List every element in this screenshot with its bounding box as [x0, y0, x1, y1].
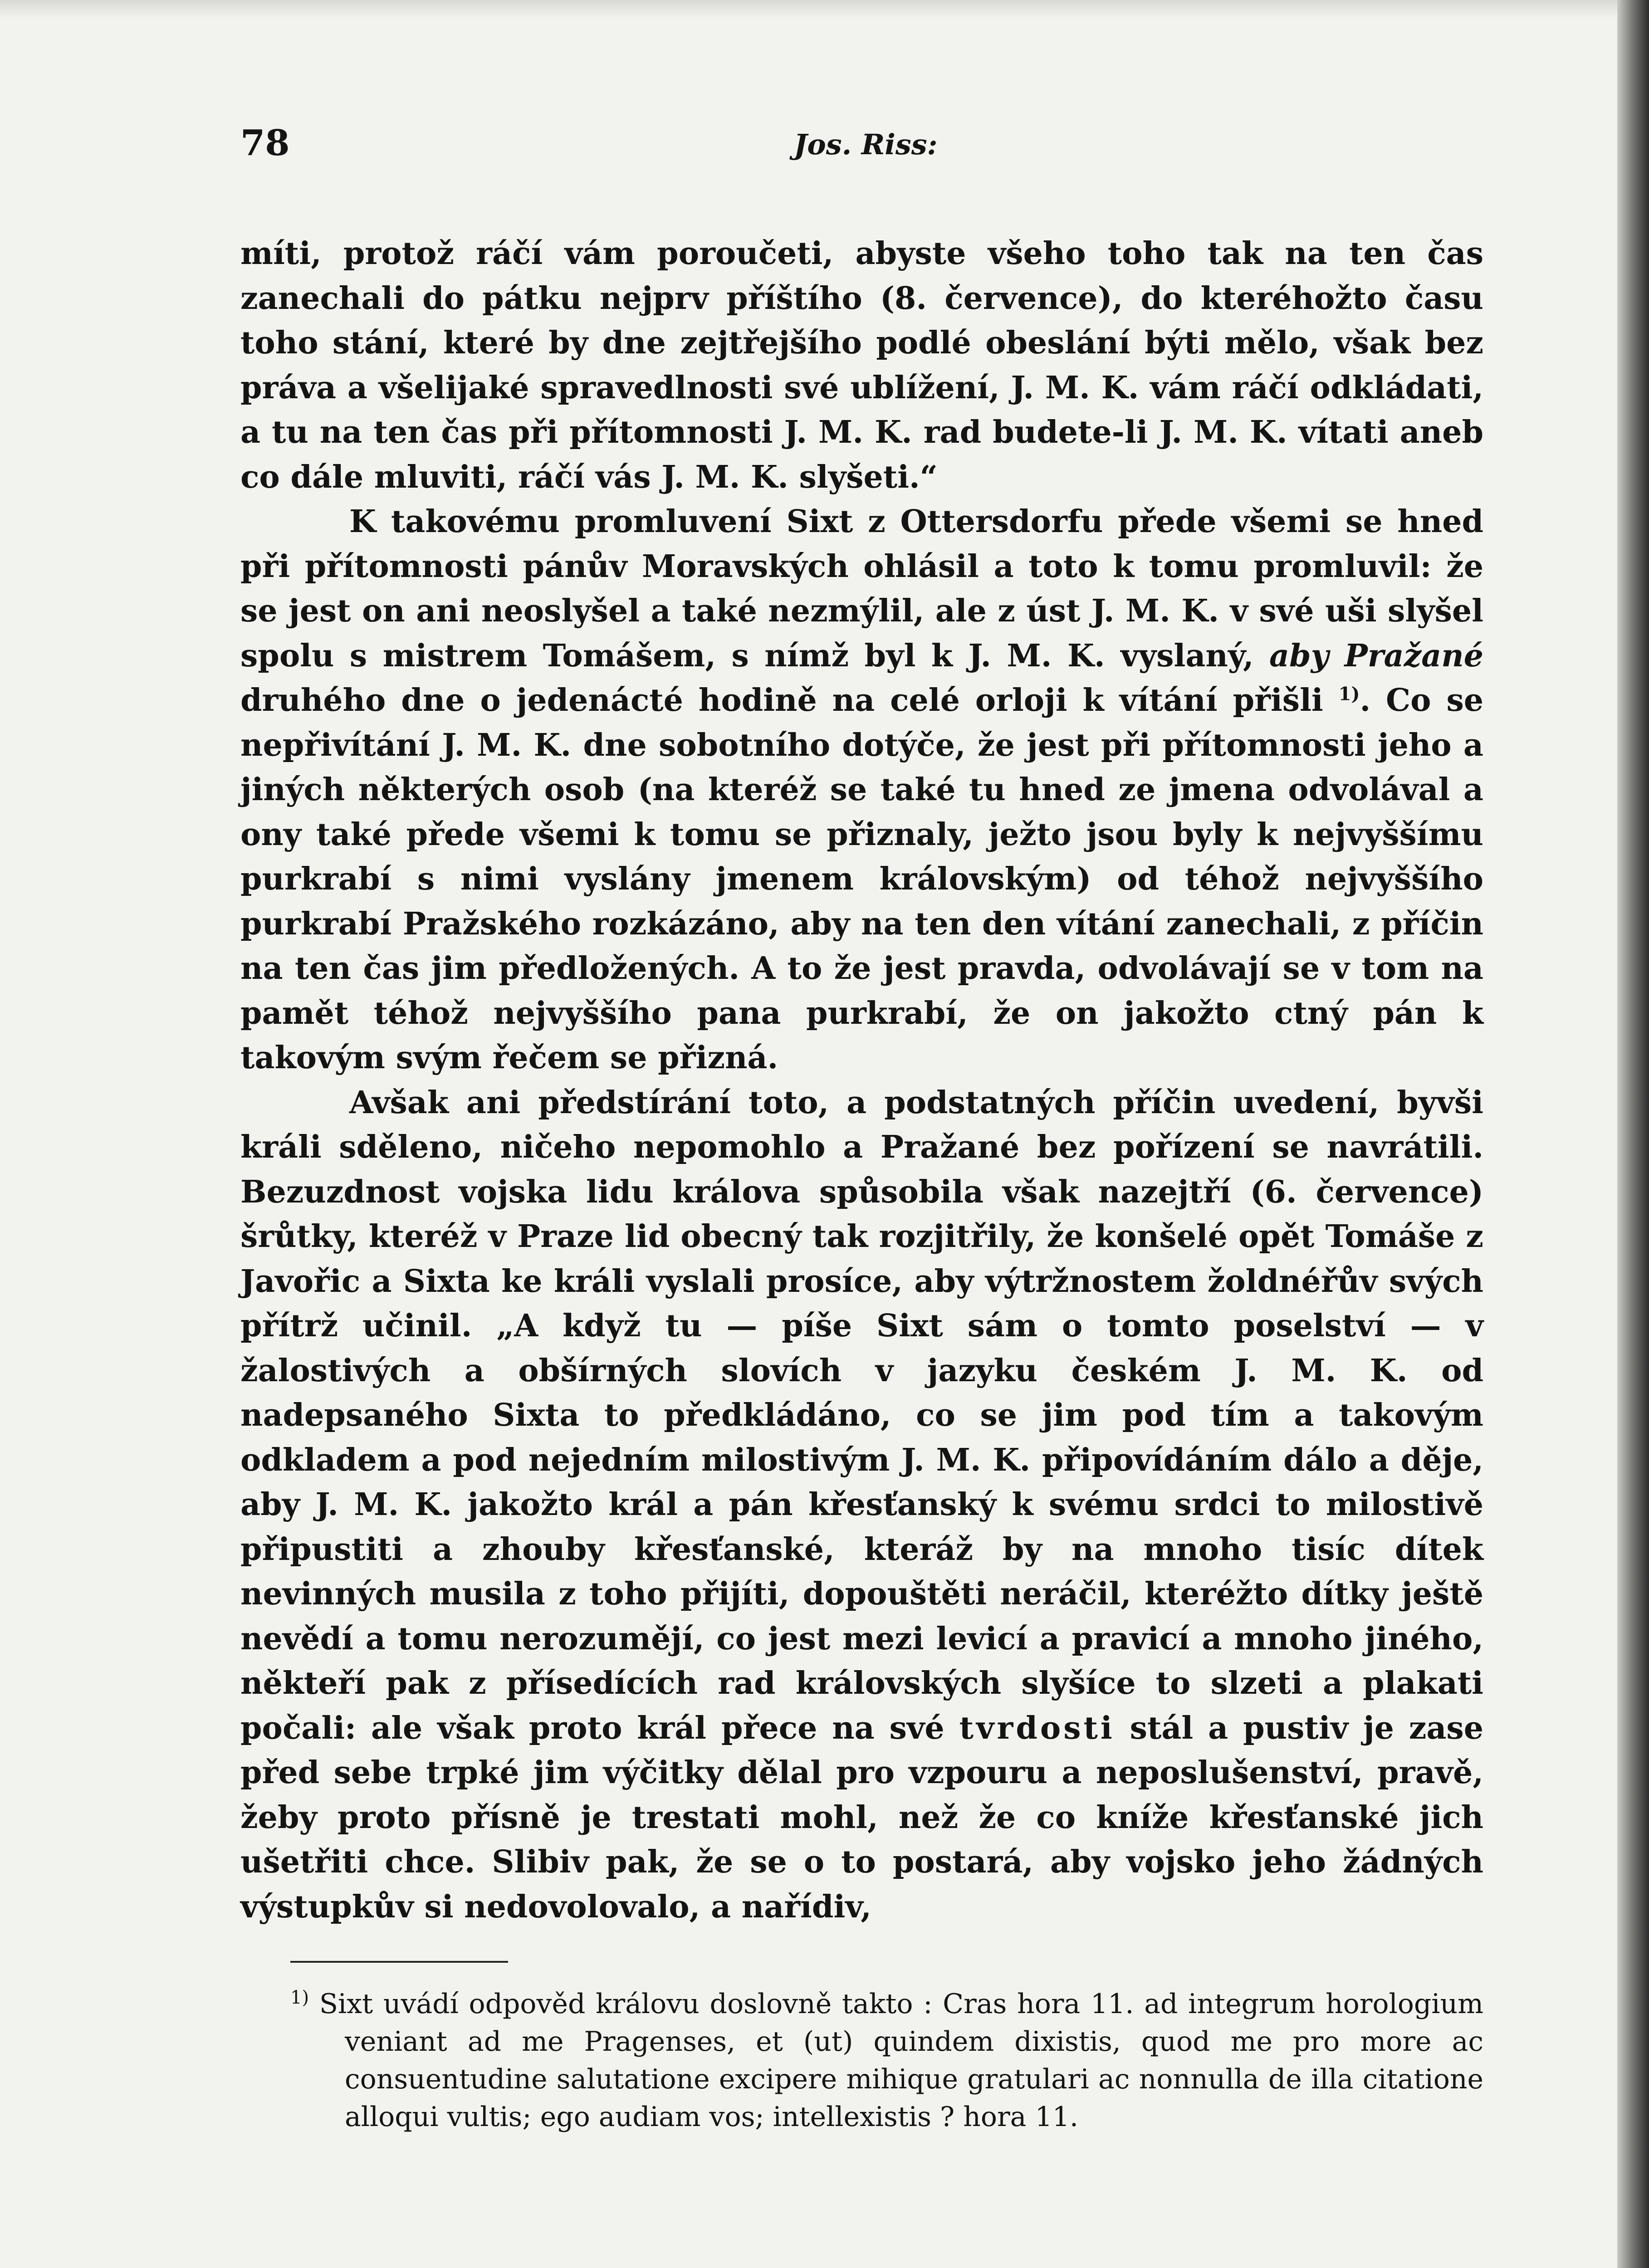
paragraph-2-part-b: druhého dne o jedenácté hodině na celé orloji k vítání přišli	[240, 682, 1323, 719]
paragraph-2-part-c: . Co se nepřivítání J. M. K. dne sobotního dotýče, že jest při přítomnosti jeho a jiných některých osob (na kteréž se také tu hned ze jmena odvolával a ony také přede všemi k tomu se přiznaly, ježto jsou byly k nejvyššímu purkrabí s nimi vyslány jmenem královským) od téhož nejvyššího purkrabí Pražského rozkázáno, aby na ten den vítání zanechali, z příčin na ten čas jim předložených. A to že jest pravda, odvolávají se v tom na pamět téhož nejvyššího pana purkrabí, že on jakožto ctný pán k takovým svým řečem se přizná.	[240, 682, 1483, 1076]
spaced-word: tvrdosti	[959, 1710, 1115, 1746]
paragraph-3	[240, 1080, 1483, 1930]
paragraph-2	[240, 499, 1483, 1080]
footnote-divider	[290, 1961, 508, 1963]
emphasis-prazane: aby Pražané	[1269, 637, 1483, 674]
footnote-text: Sixt uvádí odpověd královu doslovně takto : Cras hora 11. ad integrum horologium veniant ad me Pragenses, et (ut) quindem dixistis, quod me pro more ac consuentudine salutatione excipere mihique gratulari ac nonnulla de illa citatione alloqui vultis; ego audiam vos; intellexistis ? hora 11.	[319, 1988, 1483, 2133]
scan-top-shadow	[0, 0, 1649, 18]
paragraph-2-part-a: K takovému promluvení Sixt z Ottersdorfu přede všemi se hned při přítomnosti pánův Moravských ohlásil a toto k tomu promluvil: že se jest on ani neoslyšel a také nezmýlil, ale z úst J. M. K. v své uši slyšel spolu s mistrem Tomášem, s nímž byl k J. M. K. vyslaný,	[240, 503, 1483, 674]
page-number: 78	[240, 122, 290, 164]
main-text	[240, 231, 1483, 1929]
footnote-reference[interactable]: 1)	[1338, 683, 1360, 705]
running-title: Jos. Riss:	[794, 128, 938, 161]
paragraph-3-part-a: Avšak ani předstírání toto, a podstatných příčin uvedení, byvši králi sděleno, ničeho nepomohlo a Pražané bez pořízení se navrátili. Bezuzdnost vojska lidu králova spůsobila však nazejtří (6. července) šrůtky, kteréž v Praze lid obecný tak rozjitřily, že konšelé opět Tomáše z Javořic a Sixta ke králi vyslali prosíce, aby výtržnostem žoldnéřův svých přítrž učinil. „A když tu — píše Sixt sám o tomto poselství — v žalostivých a obšírných slovích v jazyku českém J. M. K. od nadepsaného Sixta to předkládáno, co se jim pod tím a takovým odkladem a pod nejedním milostivým J. M. K. připovídáním dálo a děje, aby J. M. K. jakožto král a pán křesťanský k svému srdci to milostivě připustiti a zhouby křesťanské, kteráž by na mnoho tisíc dítek nevinných musila z toho přijíti, dopouštěti neráčil, kteréžto dítky ještě nevědí a tomu nerozumějí, co jest mezi levicí a pravicí a mnoho jiného, někteří pak z přísedících rad královských slyšíce to slzeti a plakati počali: ale však proto král přece na své	[240, 1084, 1483, 1746]
page-header	[240, 109, 1483, 163]
footnote	[240, 1985, 1483, 2136]
footnote-marker: 1)	[290, 1987, 309, 2008]
book-page	[240, 109, 1483, 2163]
paragraph-1: míti, protož ráčí vám poroučeti, abyste všeho toho tak na ten čas zanechali do pátku nejprv příštího (8. července), do kteréhožto času toho stání, které by dne zejtřejšího podlé obeslání býti mělo, však bez práva a všelijaké spravedlnosti své ublížení, J. M. K. vám ráčí odkládati, a tu na ten čas při přítomnosti J. M. K. rad budete-li J. M. K. vítati aneb co dále mluviti, ráčí vás J. M. K. slyšeti.“	[240, 235, 1483, 495]
scan-binding-edge	[1617, 0, 1649, 2268]
paragraph-3-part-b: stál a pustiv je zase před sebe trpké jim výčitky dělal pro vzpouru a neposlušenství, pravě, žeby proto přísně je trestati mohl, než že co kníže křesťanské jich ušetřiti chce. Slibiv pak, že se o to postará, aby vojsko jeho žádných výstupkův si nedovolovalo, a nařídiv,	[240, 1710, 1483, 1925]
